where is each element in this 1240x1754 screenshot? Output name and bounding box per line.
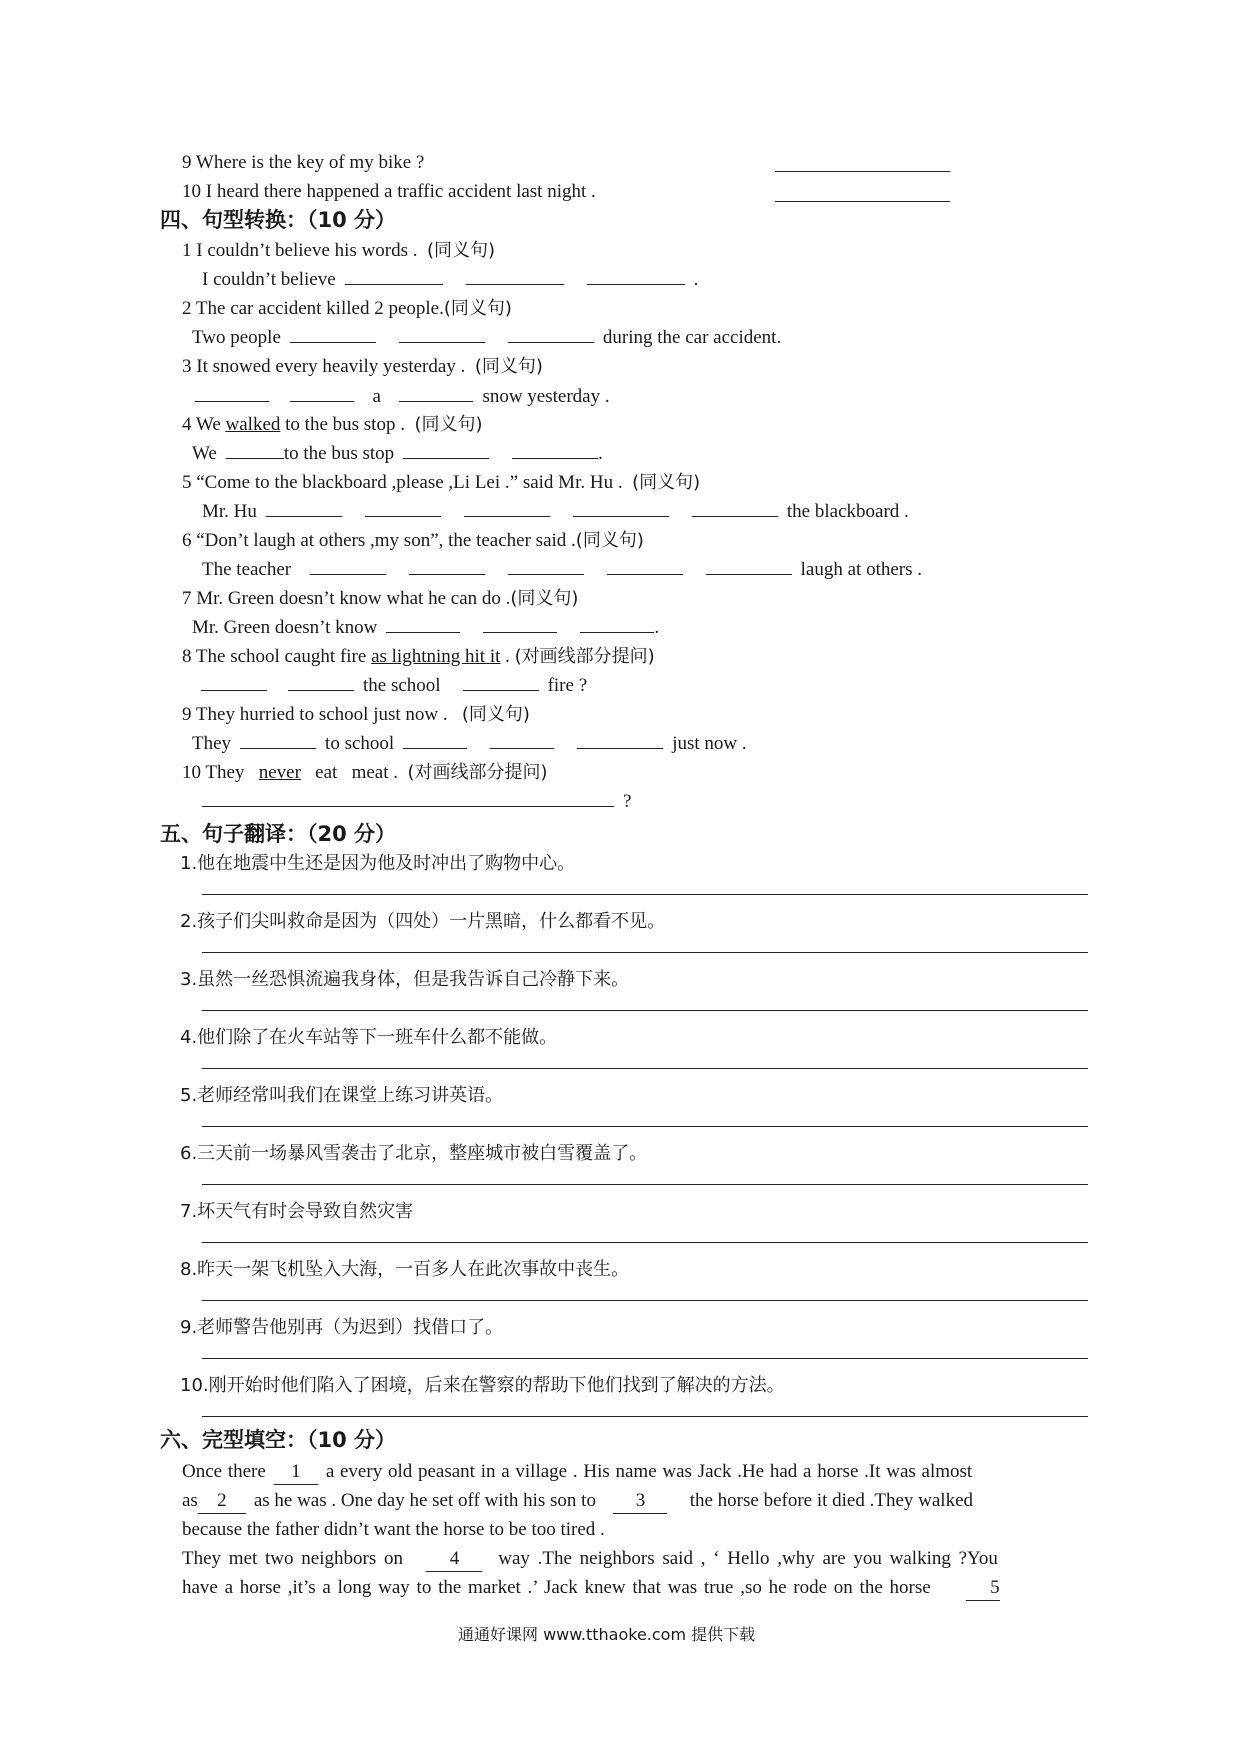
- cloze-blank-4: 4: [426, 1547, 482, 1572]
- s4-q1: 1 I couldn’t believe his words . (同义句): [182, 240, 496, 261]
- cloze-line-3: because the father didn’t want the horse to be too tired .: [182, 1519, 605, 1540]
- answer-line: [202, 1010, 1088, 1011]
- s4-a2: Two people during the car accident.: [192, 327, 782, 348]
- cloze-blank-3: 3: [613, 1489, 667, 1514]
- s4-a6: The teacher laugh at others .: [202, 559, 922, 580]
- s4-q9: 9 They hurried to school just now . (同义句): [182, 704, 530, 725]
- cloze-line-5: have a horse ,it’s a long way to the market .’ Jack knew that was true ,so he rode on the horse 5: [182, 1576, 1008, 1601]
- answer-line: [202, 1300, 1088, 1301]
- s4-a8: the school fire ?: [192, 674, 587, 698]
- answer-line: [202, 894, 1088, 895]
- answer-line: [202, 1184, 1088, 1185]
- s4-a1: I couldn’t believe .: [202, 269, 699, 290]
- s4-a9: They to school just now .: [192, 733, 747, 754]
- cloze-blank-2: 2: [198, 1489, 246, 1514]
- translation-item: 10.刚开始时他们陷入了困境，后来在警察的帮助下他们找到了解决的方法。: [180, 1375, 785, 1396]
- s4-q2: 2 The car accident killed 2 people.(同义句): [182, 298, 512, 319]
- s4-q5: 5 “Come to the blackboard ,please ,Li Lei .” said Mr. Hu . (同义句): [182, 472, 701, 493]
- translation-item: 8.昨天一架飞机坠入大海，一百多人在此次事故中丧生。: [180, 1259, 630, 1280]
- s4-q4: 4 We walked to the bus stop . (同义句): [182, 414, 483, 435]
- s4-q7: 7 Mr. Green doesn’t know what he can do .(同义句): [182, 588, 579, 609]
- translation-item: 3.虽然一丝恐惧流遍我身体，但是我告诉自己冷静下来。: [180, 969, 630, 990]
- section-4-heading: 四、句型转换：（10 分）: [160, 208, 397, 232]
- translation-item: 7.坏天气有时会导致自然灾害: [180, 1201, 414, 1222]
- s4-q3: 3 It snowed every heavily yesterday . (同义句): [182, 356, 543, 377]
- answer-line: [202, 1126, 1088, 1127]
- cloze-blank-5: 5: [966, 1576, 1000, 1601]
- cloze-blank-1: 1: [274, 1460, 318, 1485]
- translation-item: 2.孩子们尖叫救命是因为（四处）一片黑暗，什么都看不见。: [180, 911, 666, 932]
- translation-item: 1.他在地震中生还是因为他及时冲出了购物中心。: [180, 853, 576, 874]
- answer-line: [775, 201, 950, 202]
- section-6-heading: 六、完型填空：（10 分）: [160, 1428, 397, 1452]
- page-footer: 通通好课网 www.tthaoke.com 提供下载: [458, 1625, 756, 1644]
- answer-line: [202, 1242, 1088, 1243]
- s4-a5: Mr. Hu the blackboard .: [202, 501, 909, 522]
- s4-q10: 10 They never eat meat . (对画线部分提问): [182, 762, 548, 783]
- s4-a4: We to the bus stop .: [192, 443, 603, 464]
- question-prev-9: 9 Where is the key of my bike ?: [182, 152, 425, 173]
- translation-item: 5.老师经常叫我们在课堂上练习讲英语。: [180, 1085, 504, 1106]
- cloze-line-4: They met two neighbors on 4 way .The neighbors said , ‘ Hello ,why are you walking ?You: [182, 1547, 998, 1572]
- section-5-heading: 五、句子翻译：（20 分）: [160, 822, 397, 846]
- s4-q8: 8 The school caught fire as lightning hit it . (对画线部分提问): [182, 646, 655, 667]
- answer-line: [775, 171, 950, 172]
- answer-line: [202, 1068, 1088, 1069]
- s4-a3: a snow yesterday .: [186, 385, 610, 409]
- s4-q6: 6 “Don’t laugh at others ,my son”, the teacher said .(同义句): [182, 530, 644, 551]
- translation-item: 6.三天前一场暴风雪袭击了北京，整座城市被白雪覆盖了。: [180, 1143, 648, 1164]
- cloze-line-1: Once there 1 a every old peasant in a village . His name was Jack .He had a horse .It was almost: [182, 1460, 972, 1485]
- s4-a10: ?: [202, 790, 631, 814]
- cloze-line-2: as 2 as he was . One day he set off with his son to 3 the horse before it died .They walked: [182, 1489, 973, 1514]
- answer-line: [202, 1416, 1088, 1417]
- translation-item: 9.老师警告他别再（为迟到）找借口了。: [180, 1317, 504, 1338]
- answer-line: [202, 952, 1088, 953]
- question-prev-10: 10 I heard there happened a traffic accident last night .: [182, 181, 596, 202]
- s4-a7: Mr. Green doesn’t know .: [192, 617, 660, 638]
- answer-line: [202, 1358, 1088, 1359]
- translation-item: 4.他们除了在火车站等下一班车什么都不能做。: [180, 1027, 558, 1048]
